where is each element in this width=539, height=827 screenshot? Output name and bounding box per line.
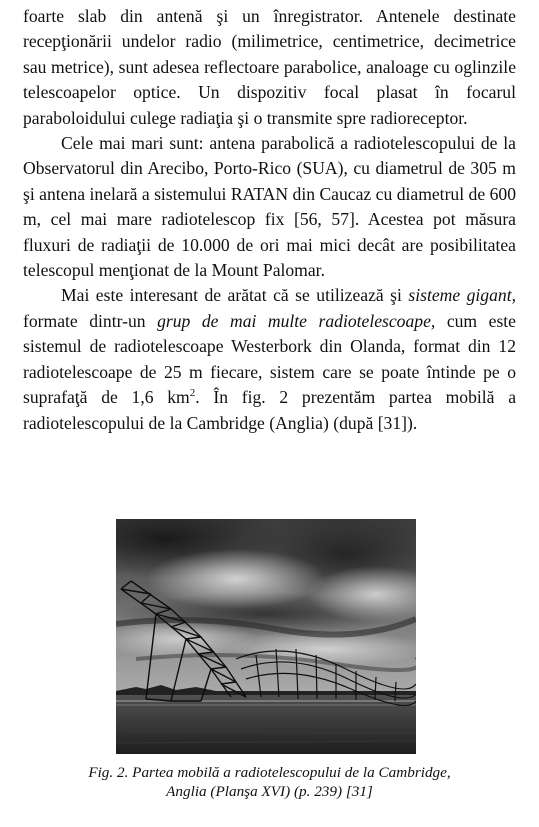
superscript: 2 (189, 387, 196, 400)
italic-phrase: sisteme gigant, (408, 285, 516, 306)
figure-caption (23, 763, 516, 801)
paragraph-text: Mai este interesant de arătat că se utilizează şi (61, 285, 409, 306)
document-body (23, 4, 516, 436)
paragraph-text: foarte slab din antenă şi un înregistrator. Antenele destinate recepţionării undelor radio (milimetrice, centimetrice, decimetrice sau metrice), sunt adesea reflectoare parabolice, analoage cu oglinzile telescoapelor optice. Un dispozitiv focal plasat în focarul paraboloidului culege radiaţia şi o transmite spre radioreceptor. (23, 6, 516, 128)
caption-line-2: Anglia (Planşa XVI) (p. 239) [31] (166, 783, 373, 800)
italic-phrase: grup de mai multe radiotelescoape, (157, 310, 436, 331)
radiotelescope-photo-icon (116, 519, 416, 754)
paragraph-text: . În fig. 2 prezentăm partea mobilă a radiotelescopului de la Cambridge (Anglia) (după [31]). (23, 387, 516, 433)
paragraph-intro (23, 4, 516, 131)
paragraph-text: formate dintr-un (23, 310, 158, 331)
paragraph-text: cum este sistemul de radiotelescoape Westerbork din Olanda, format din 12 radiotelescoape de 25 m fiecare, sistem care se poate întinde pe o suprafaţă de 1,6 km (23, 310, 516, 408)
figure-photo (116, 519, 416, 754)
paragraph-largest-antennas (23, 131, 516, 283)
caption-line-1: Fig. 2. Partea mobilă a radiotelescopului de la Cambridge, (88, 764, 451, 781)
paragraph-text: Cele mai mari sunt: antena parabolică a radiotelescopului de la Observatorul din Arecibo, Porto-Rico (SUA), cu diametrul de 305 m şi antena inelară a sistemului RATAN din Caucaz cu diametrul de 600 m, cel mai mare radiotelescop fix [56, 57]. Acestea pot măsura fluxuri de radiaţii de 10.000 de ori mai mici decât are posibilitatea telescopul menţionat de la Mount Palomar. (23, 133, 516, 281)
paragraph-giant-systems (23, 283, 516, 435)
